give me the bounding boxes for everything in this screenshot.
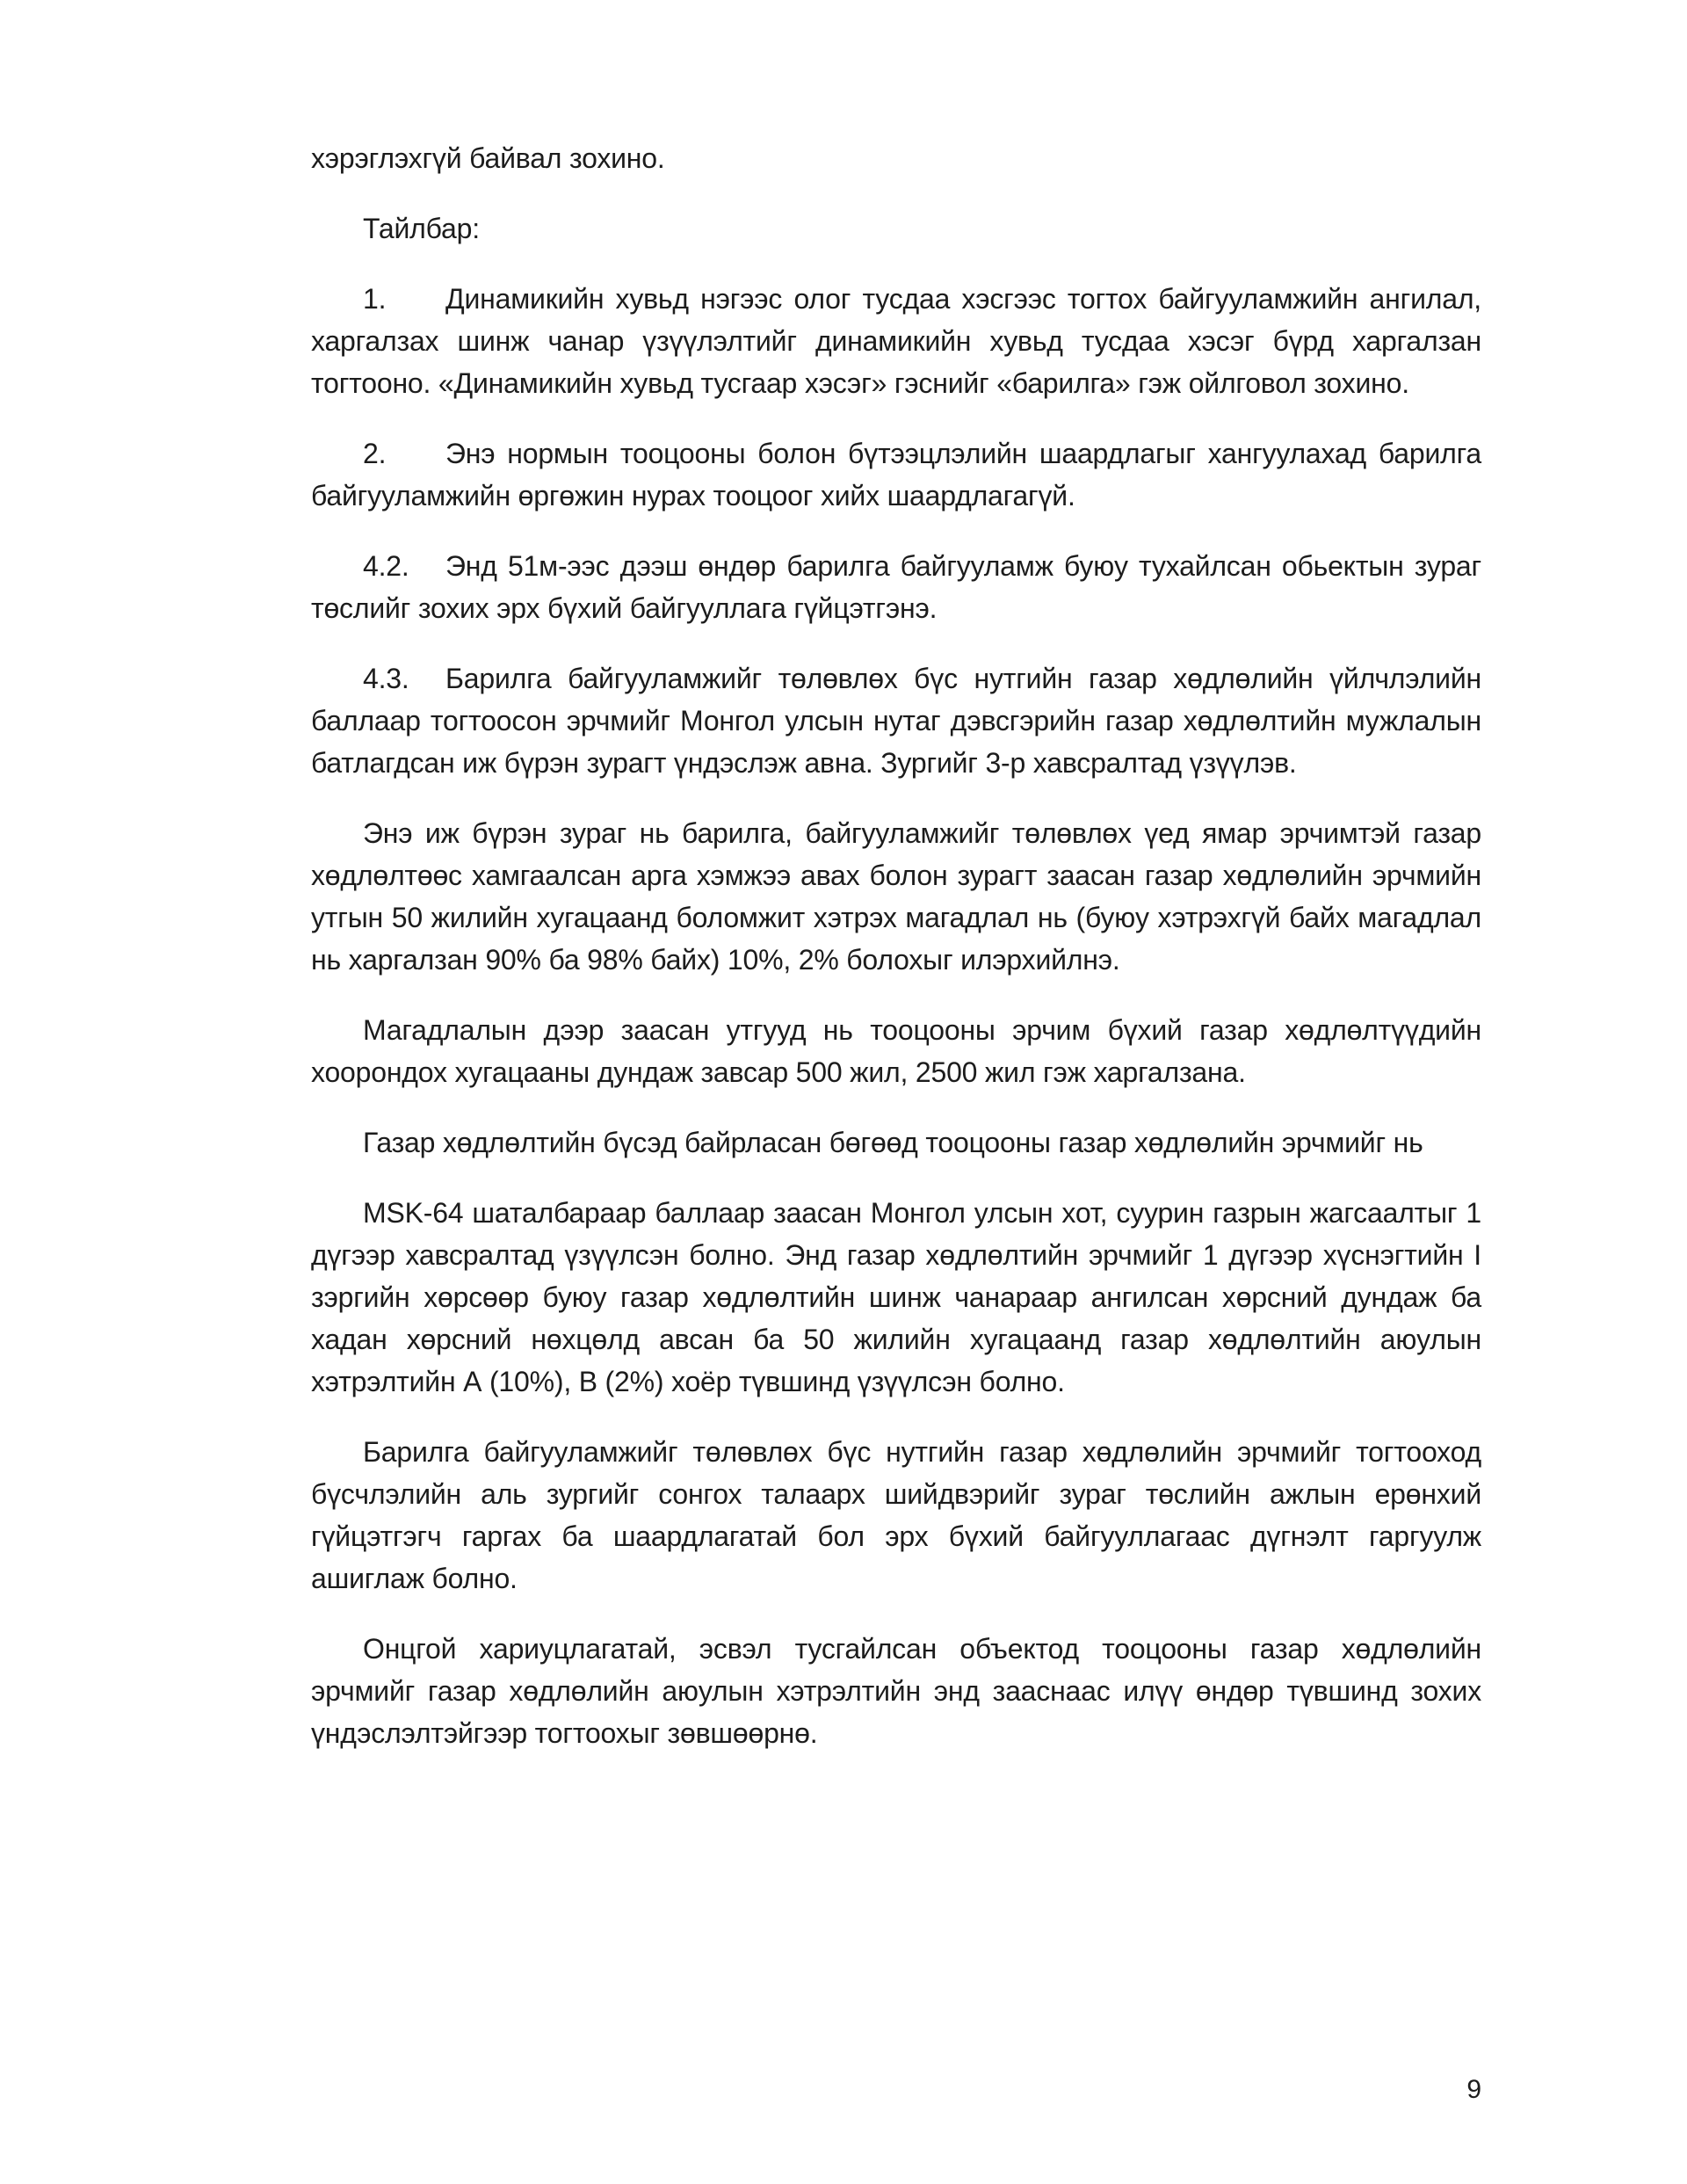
paragraph-text: Энэ иж бүрэн зураг нь барилга, байгууламжийг төлөвлөх үед ямар эрчимтэй газар хөдлөлтөөс хамгаалсан арга хэмжээ авах болон зурагт заасан газар хөдлөлийн эрчмийн утгын 50 жилийн хугацаанд боломжит хэтрэх магадлал нь (буюу хэтрэхгүй байх магадлал нь харгалзан 90% ба 98% байх) 10%, 2% болохыг илэрхийлнэ. xyxy=(311,817,1481,976)
page-number: 9 xyxy=(1466,2075,1481,2104)
paragraph-text: Энэ нормын тооцооны болон бүтээцлэлийн шаардлагыг хангуулахад барилга байгууламжийн өргөжин нурах тооцоог хийх шаардлагагүй. xyxy=(311,438,1481,512)
paragraph-number: 1. xyxy=(363,283,387,315)
paragraph xyxy=(311,1121,1481,1164)
paragraph xyxy=(311,657,1481,784)
document-body xyxy=(311,137,1481,1782)
paragraph-text: Магадлалын дээр заасан утгууд нь тооцооны эрчим бүхий газар хөдлөлтүүдийн хоорондох хугацааны дундаж завсар 500 жил, 2500 жил гэж харгалзана. xyxy=(311,1014,1481,1088)
paragraph-text: Онцгой хариуцлагатай, эсвэл тусгайлсан объектод тооцооны газар хөдлөлийн эрчмийг газар хөдлөлийн аюулын хэтрэлтийн энд зааснаас илүү өндөр түвшинд зохих үндэслэлтэйгээр тогтоохыг зөвшөөрнө. xyxy=(311,1633,1481,1749)
paragraph xyxy=(311,137,1481,179)
paragraph xyxy=(311,278,1481,404)
paragraph-text: MSK-64 шаталбараар баллаар заасан Монгол улсын хот, суурин газрын жагсаалтыг 1 дүгээр хавсралтад үзүүлсэн болно. Энд газар хөдлөлтийн эрчмийг 1 дүгээр хүснэгтийн I зэргийн хөрсөөр буюу газар хөдлөлтийн шинж чанараар ангилсан хөрсний дундаж ба хадан хөрсний нөхцөлд авсан ба 50 жилийн хугацаанд газар хөдлөлтийн аюулын хэтрэлтийн А (10%), В (2%) хоёр түвшинд үзүүлсэн болно. xyxy=(311,1197,1481,1397)
paragraph-number: 2. xyxy=(363,438,387,469)
paragraph-text: Барилга байгууламжийг төлөвлөх бүс нутгийн газар хөдлөлийн үйлчлэлийн баллаар тогтоосон эрчмийг Монгол улсын нутаг дэвсгэрийн газар хөдлөлтийн мужлалын батлагдсан иж бүрэн зурагт үндэслэж авна. Зургийг 3-р хавсралтад үзүүлэв. xyxy=(311,663,1481,779)
paragraph-text: Тайлбар: xyxy=(363,213,480,244)
paragraph xyxy=(311,1628,1481,1754)
paragraph xyxy=(311,1009,1481,1093)
paragraph-text: хэрэглэхгүй байвал зохино. xyxy=(311,142,665,174)
paragraph xyxy=(311,545,1481,629)
paragraph-number: 4.3. xyxy=(363,663,409,694)
paragraph-text: Динамикийн хувьд нэгээс олог тусдаа хэсгээс тогтох байгууламжийн ангилал, харгалзах шинж чанар үзүүлэлтийг динамикийн хувьд тусдаа хэсэг бүрд харгалзан тогтооно. «Динамикийн хувьд тусгаар хэсэг» гэснийг «барилга» гэж ойлговол зохино. xyxy=(311,283,1481,399)
paragraph xyxy=(311,432,1481,517)
paragraph-text: Газар хөдлөлтийн бүсэд байрласан бөгөөд тооцооны газар хөдлөлийн эрчмийг нь xyxy=(363,1127,1423,1158)
paragraph xyxy=(311,207,1481,250)
paragraph xyxy=(311,812,1481,981)
paragraph-text: Барилга байгууламжийг төлөвлөх бүс нутгийн газар хөдлөлийн эрчмийг тогтооход бүсчлэлийн аль зургийг сонгох талаарх шийдвэрийг зураг төслийн ажлын ерөнхий гүйцэтгэгч гаргах ба шаардлагатай бол эрх бүхий байгууллагаас дүгнэлт гаргуулж ашиглаж болно. xyxy=(311,1436,1481,1594)
paragraph-text: Энд 51м-ээс дээш өндөр барилга байгууламж буюу тухайлсан обьектын зураг төслийг зохих эрх бүхий байгууллага гүйцэтгэнэ. xyxy=(311,550,1481,624)
paragraph xyxy=(311,1431,1481,1600)
paragraph xyxy=(311,1192,1481,1403)
paragraph-number: 4.2. xyxy=(363,550,409,582)
